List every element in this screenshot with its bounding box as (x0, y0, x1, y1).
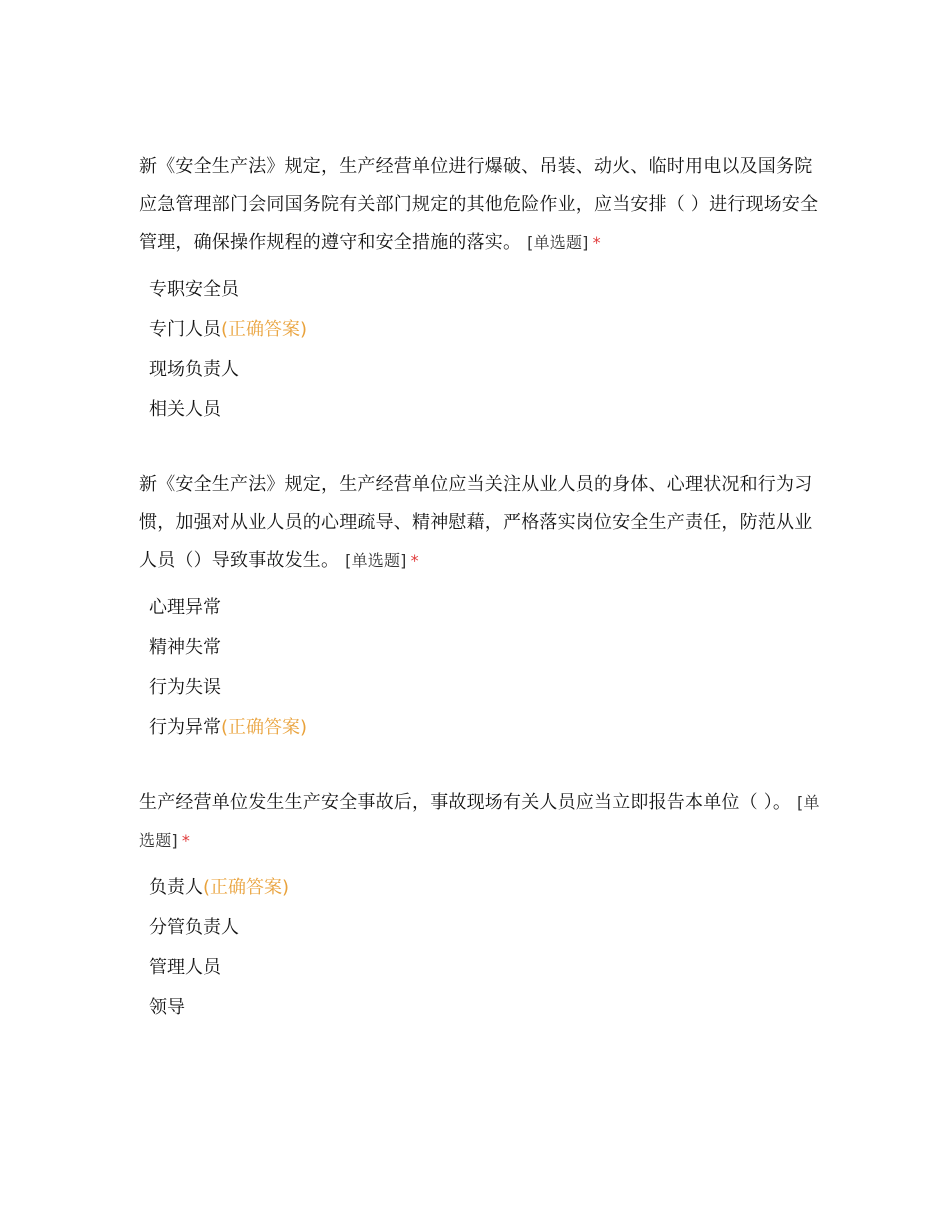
required-marker: * (410, 551, 419, 570)
question-stem: 新《安全生产法》规定，生产经营单位应当关注从业人员的身体、心理状况和行为习惯，加强对从业人员的心理疏导、精神慰藉，严格落实岗位安全生产责任，防范从业人员（）导致事故发生。 (139, 474, 813, 571)
option-item[interactable] (139, 908, 829, 948)
correct-answer-mark: (正确答案) (203, 877, 290, 898)
question-text (139, 466, 829, 580)
option-list (139, 270, 829, 430)
option-label: 行为失误 (149, 677, 221, 698)
option-label: 心理异常 (149, 597, 221, 618)
question-1 (139, 148, 829, 430)
question-3 (139, 784, 829, 1028)
option-label: 专门人员 (149, 319, 221, 340)
option-item[interactable] (139, 310, 829, 350)
option-label: 精神失常 (149, 637, 221, 658)
option-item[interactable] (139, 270, 829, 310)
option-item[interactable] (139, 948, 829, 988)
option-item[interactable] (139, 628, 829, 668)
option-label: 专职安全员 (149, 279, 239, 300)
option-list (139, 868, 829, 1028)
correct-answer-mark: (正确答案) (221, 319, 308, 340)
option-label: 领导 (149, 997, 185, 1018)
option-item[interactable] (139, 668, 829, 708)
question-spacer (139, 430, 829, 466)
question-type-label: [单选题] (527, 233, 589, 252)
option-item[interactable] (139, 868, 829, 908)
option-label: 管理人员 (149, 957, 221, 978)
question-spacer (139, 748, 829, 784)
required-marker: * (592, 233, 601, 252)
option-label: 现场负责人 (149, 359, 239, 380)
option-label: 负责人 (149, 877, 203, 898)
option-item[interactable] (139, 988, 829, 1028)
correct-answer-mark: (正确答案) (221, 717, 308, 738)
option-item[interactable] (139, 588, 829, 628)
quiz-document (139, 148, 829, 1028)
option-item[interactable] (139, 350, 829, 390)
option-label: 相关人员 (149, 399, 221, 420)
question-stem: 生产经营单位发生生产安全事故后，事故现场有关人员应当立即报告本单位（ ）。 (139, 792, 792, 813)
option-item[interactable] (139, 708, 829, 748)
option-label: 行为异常 (149, 717, 221, 738)
question-stem: 新《安全生产法》规定，生产经营单位进行爆破、吊装、动火、临时用电以及国务院应急管理部门会同国务院有关部门规定的其他危险作业，应当安排（ ）进行现场安全管理，确保操作规程的遵守和安全措施的落实。 (139, 156, 819, 253)
question-2 (139, 466, 829, 748)
question-text (139, 784, 829, 860)
question-text (139, 148, 829, 262)
option-label: 分管负责人 (149, 917, 239, 938)
question-type-label: [单选题] (139, 793, 820, 850)
question-type-label: [单选题] (345, 551, 407, 570)
option-list (139, 588, 829, 748)
option-item[interactable] (139, 390, 829, 430)
required-marker: * (181, 831, 191, 850)
